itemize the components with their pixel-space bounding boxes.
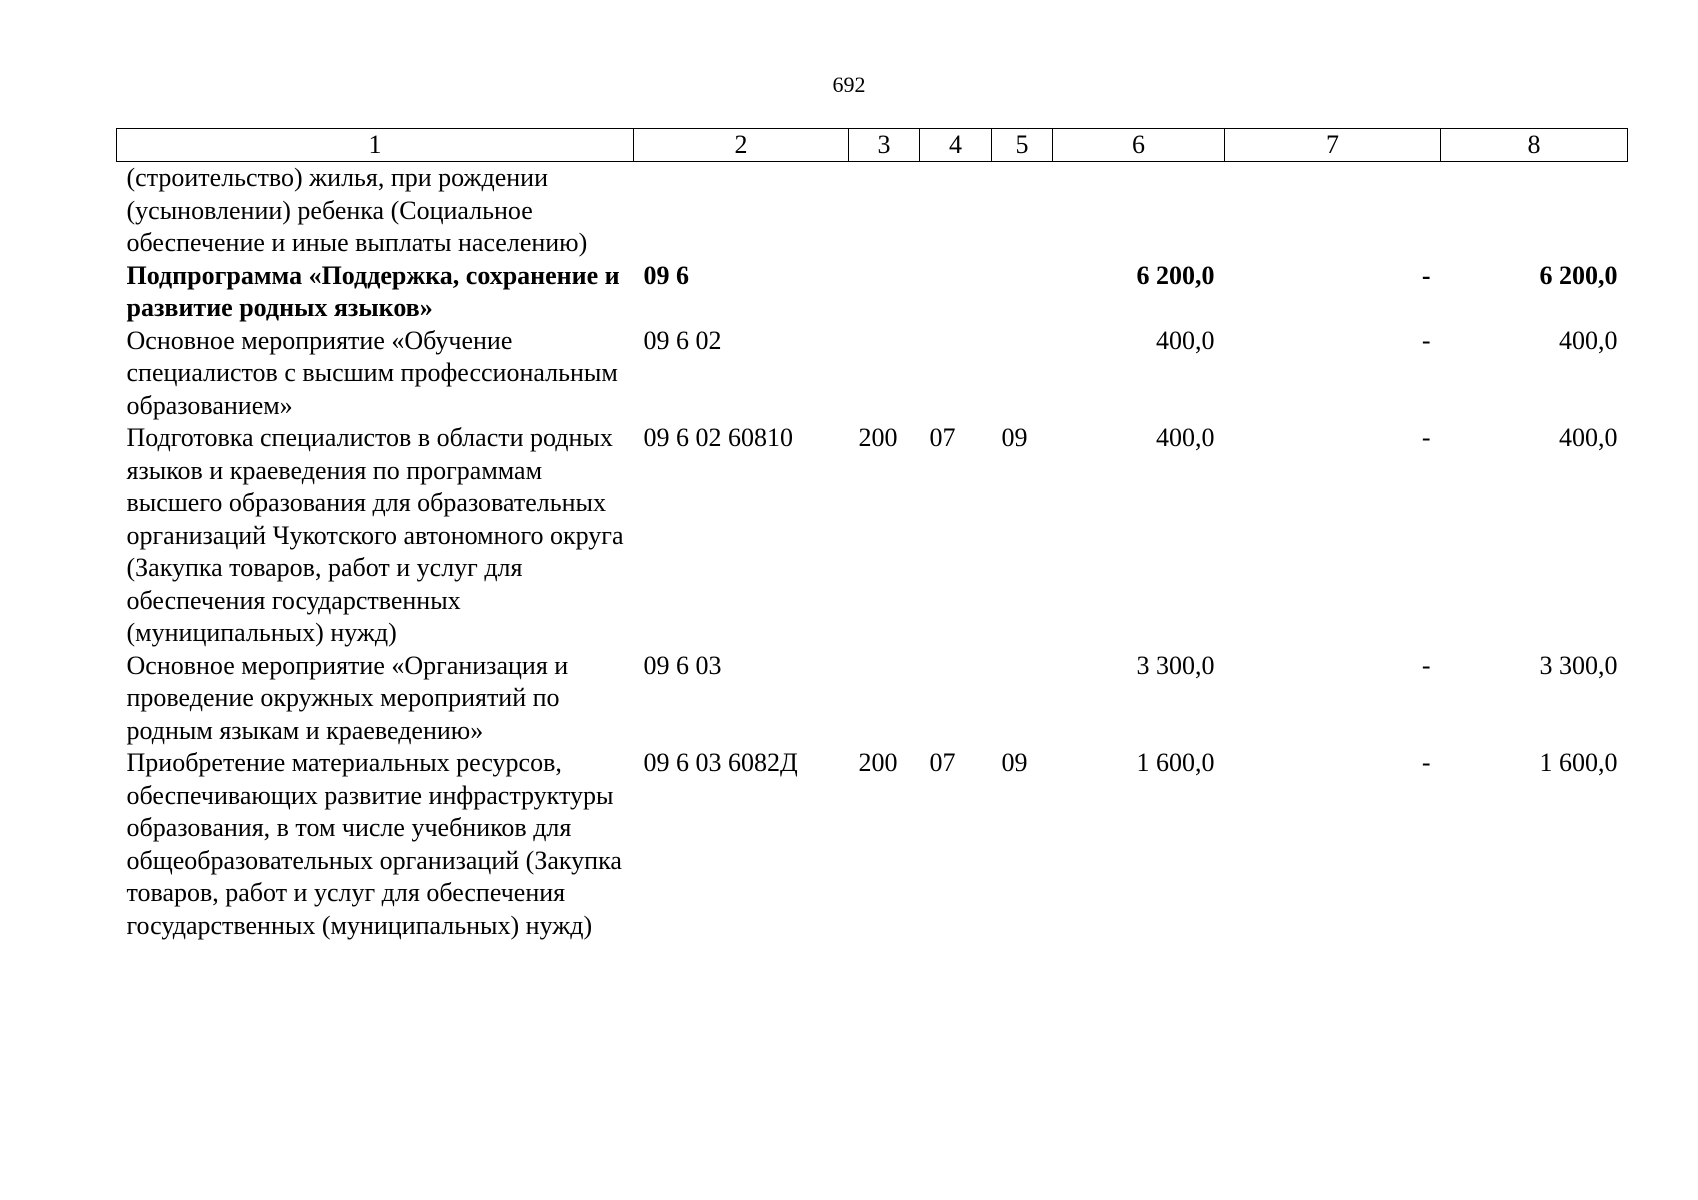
row-col3-cell: [849, 650, 920, 748]
row-col4-cell: [920, 260, 992, 325]
column-number-3: 3: [849, 129, 920, 162]
row-code-cell: 09 6 02 60810: [643, 423, 793, 452]
page-number: 692: [832, 72, 866, 97]
row-col3-cell: 200: [858, 423, 898, 452]
row-col7-cell: -: [1421, 423, 1431, 452]
row-col3-cell: 200: [858, 748, 898, 777]
row-col4-cell: [920, 650, 992, 748]
row-col7-cell: -: [1421, 650, 1431, 680]
row-col8-cell: 3 300,0: [1539, 650, 1618, 680]
row-col6-cell: [1053, 162, 1225, 260]
row-col5-cell: 09: [1001, 423, 1028, 452]
row-col8-cell: 400,0: [1559, 325, 1618, 355]
header-row: [117, 129, 1628, 162]
row-col5-cell: [992, 650, 1053, 748]
table-row: [117, 325, 1628, 423]
row-col6-cell: 1 600,0: [1136, 748, 1215, 777]
row-col5-cell: [992, 162, 1053, 260]
row-code-cell: 09 6 03: [643, 650, 722, 680]
row-col7-cell: -: [1421, 748, 1431, 777]
row-col6-cell: 400,0: [1156, 325, 1215, 355]
row-col8-cell: 6 200,0: [1539, 260, 1618, 290]
row-col6-cell: 6 200,0: [1136, 260, 1215, 290]
table-header: [117, 129, 1628, 162]
column-number-2: 2: [634, 129, 849, 162]
row-name-cell: (строительство) жилья, при рождении (усыновлении) ребенка (Социальное обеспечение и иные выплаты населению): [126, 163, 588, 257]
row-col7-cell: -: [1421, 325, 1431, 355]
column-number-7: 7: [1225, 129, 1441, 162]
row-col7-cell: [1225, 162, 1441, 260]
row-col3-cell: [849, 325, 920, 423]
table-row: [117, 162, 1628, 260]
column-number-8: 8: [1441, 129, 1628, 162]
row-col6-cell: 3 300,0: [1136, 650, 1215, 680]
table-row: [117, 260, 1628, 325]
row-col8-cell: [1441, 162, 1628, 260]
column-number-1: 1: [117, 129, 634, 162]
column-number-6: 6: [1053, 129, 1225, 162]
budget-table: [116, 128, 1628, 942]
row-col8-cell: 400,0: [1559, 423, 1618, 452]
column-number-4: 4: [920, 129, 992, 162]
row-col5-cell: 09: [1001, 748, 1028, 777]
table-body: [117, 162, 1628, 943]
row-col4-cell: [920, 325, 992, 423]
row-col4-cell: 07: [929, 423, 956, 452]
row-code-cell: [634, 162, 849, 260]
table-row: [117, 422, 1628, 650]
table-row: [117, 747, 1628, 942]
row-col4-cell: 07: [929, 748, 956, 777]
row-code-cell: 09 6 03 6082Д: [643, 748, 798, 777]
row-col6-cell: 400,0: [1156, 423, 1215, 452]
row-name-cell: Подпрограмма «Поддержка, сохранение и развитие родных языков»: [126, 260, 620, 322]
row-name-cell: Основное мероприятие «Обучение специалистов с высшим профессиональным образованием»: [126, 325, 618, 420]
row-col3-cell: [849, 162, 920, 260]
row-name-cell: Приобретение материальных ресурсов, обеспечивающих развитие инфраструктуры образования, в том числе учебников для общеобразовательных организаций (Закупка товаров, работ и услуг для обеспечения государственных (муниципальных) нужд): [126, 748, 622, 940]
row-name-cell: Основное мероприятие «Организация и проведение окружных мероприятий по родным языкам и краеведению»: [126, 650, 569, 745]
row-col7-cell: -: [1421, 260, 1431, 290]
row-col5-cell: [992, 325, 1053, 423]
column-number-5: 5: [992, 129, 1053, 162]
row-col4-cell: [920, 162, 992, 260]
row-col5-cell: [992, 260, 1053, 325]
table-row: [117, 650, 1628, 748]
row-col8-cell: 1 600,0: [1539, 748, 1618, 777]
row-name-cell: Подготовка специалистов в области родных языков и краеведения по программам высшего образования для образовательных организаций Чукотского автономного округа (Закупка товаров, работ и услуг для обеспечения государственных (муниципальных) нужд): [126, 423, 624, 647]
row-code-cell: 09 6: [643, 260, 689, 290]
row-col3-cell: [849, 260, 920, 325]
row-code-cell: 09 6 02: [643, 325, 722, 355]
